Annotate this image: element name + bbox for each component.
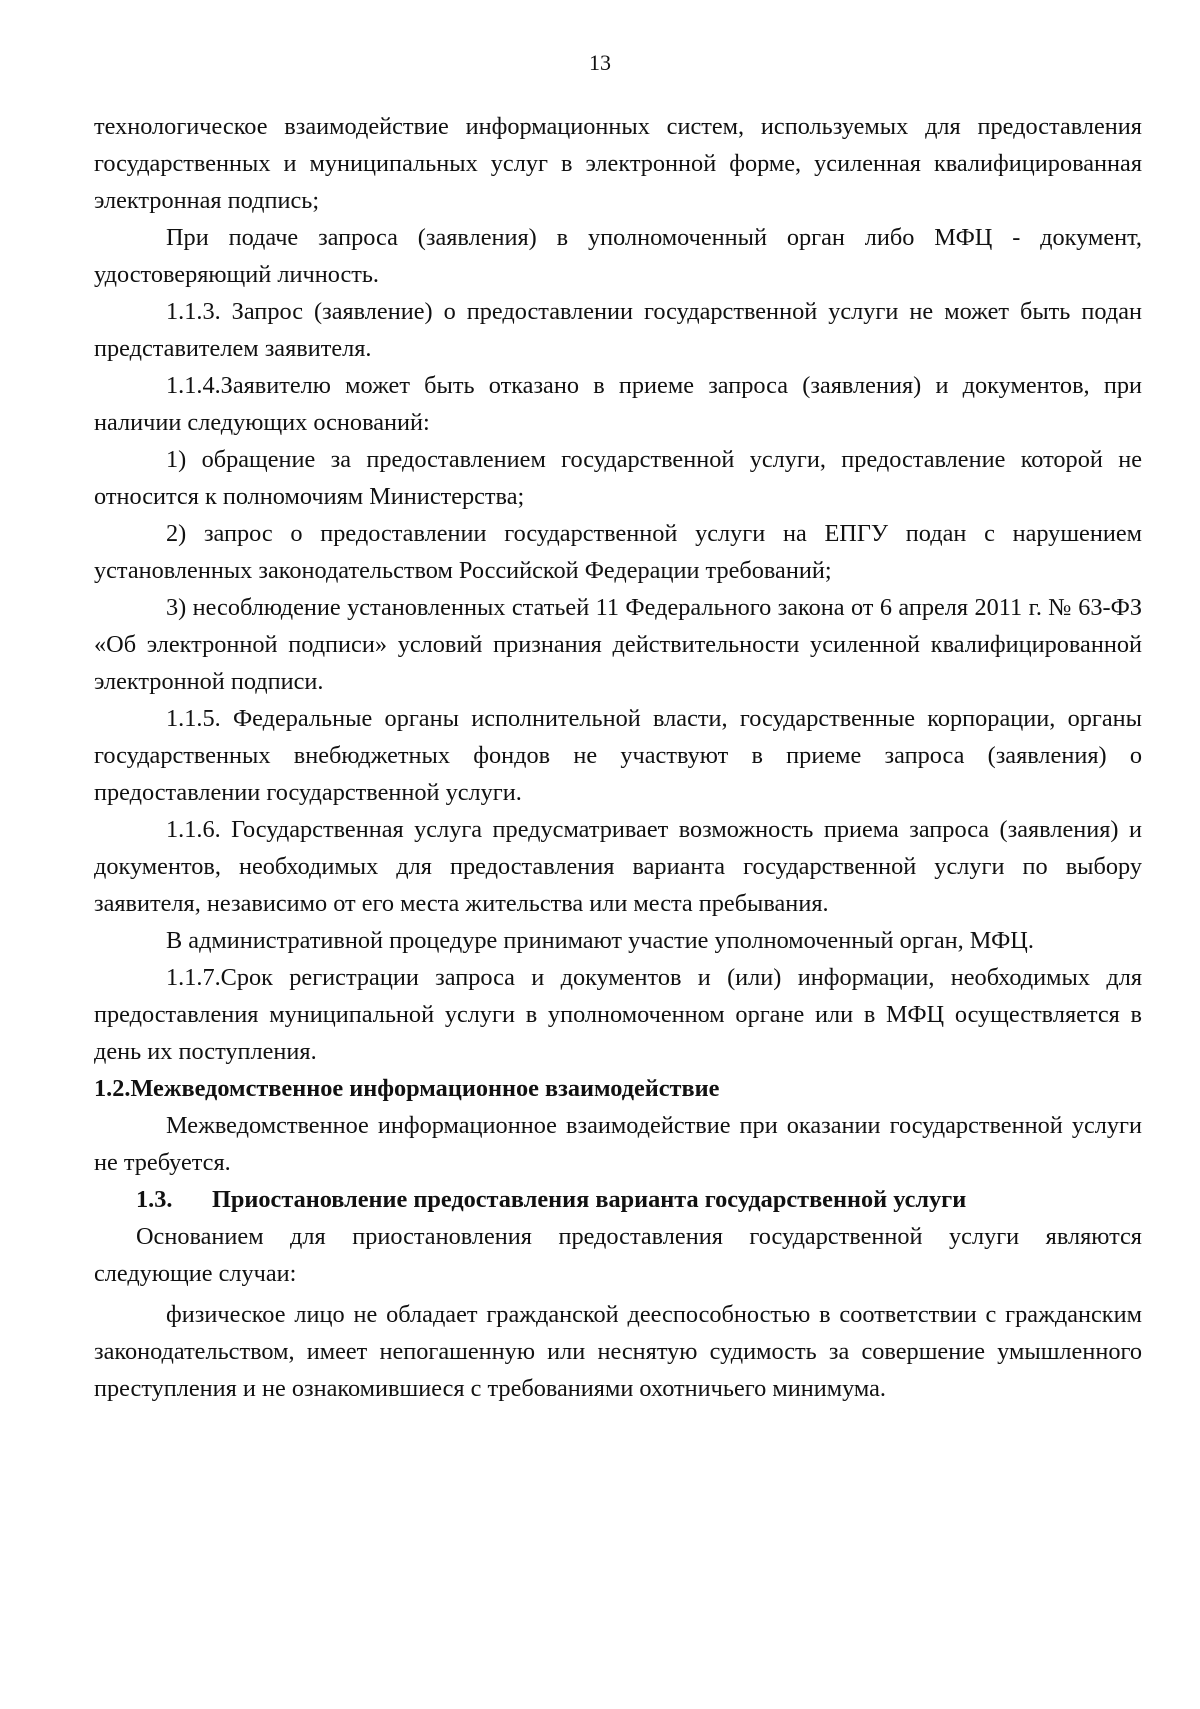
list-item: 2) запрос о предоставлении государственной услуги на ЕПГУ подан с нарушением установленных законодательством Российской Федерации требований; bbox=[94, 520, 1142, 584]
page-number: 13 bbox=[589, 50, 611, 75]
paragraph: технологическое взаимодействие информационных систем, используемых для предоставления государственных и муниципальных услуг в электронной форме, усиленная квалифицированная электронная подпись; bbox=[94, 113, 1142, 214]
section-title: Приостановление предоставления варианта государственной услуги bbox=[212, 1186, 967, 1213]
section-heading-1-2: 1.2.Межведомственное информационное взаимодействие bbox=[94, 1075, 720, 1102]
section-heading-1-3 bbox=[94, 1181, 1142, 1218]
list-item: 3) несоблюдение установленных статьей 11 Федерального закона от 6 апреля 2011 г. № 63-ФЗ «Об электронной подписи» условий признания действительности усиленной квалифицированной электронной подписи. bbox=[94, 594, 1142, 695]
section-number: 1.3. bbox=[136, 1186, 173, 1213]
document-body bbox=[94, 108, 1142, 1407]
paragraph: В административной процедуре принимают участие уполномоченный орган, МФЦ. bbox=[166, 927, 1034, 954]
paragraph: 1.1.3. Запрос (заявление) о предоставлении государственной услуги не может быть подан представителем заявителя. bbox=[94, 298, 1142, 362]
paragraph: Межведомственное информационное взаимодействие при оказании государственной услуги не требуется. bbox=[94, 1112, 1142, 1176]
paragraph: При подаче запроса (заявления) в уполномоченный орган либо МФЦ - документ, удостоверяющий личность. bbox=[94, 224, 1142, 288]
paragraph: 1.1.6. Государственная услуга предусматривает возможность приема запроса (заявления) и документов, необходимых для предоставления варианта государственной услуги по выбору заявителя, независимо от его места жительства или места пребывания. bbox=[94, 816, 1142, 917]
paragraph: 1.1.5. Федеральные органы исполнительной власти, государственные корпорации, органы государственных внебюджетных фондов не участвуют в приеме запроса (заявления) о предоставлении государственной услуги. bbox=[94, 705, 1142, 806]
paragraph: 1.1.4.Заявителю может быть отказано в приеме запроса (заявления) и документов, при наличии следующих оснований: bbox=[94, 372, 1142, 436]
list-item: 1) обращение за предоставлением государственной услуги, предоставление которой не относится к полномочиям Министерства; bbox=[94, 446, 1142, 510]
paragraph: Основанием для приостановления предоставления государственной услуги являются следующие случаи: bbox=[94, 1223, 1142, 1287]
paragraph: физическое лицо не обладает гражданской дееспособностью в соответствии с гражданским законодательством, имеет непогашенную или неснятую судимость за совершение умышленного преступления и не ознакомившиеся с требованиями охотничьего минимума. bbox=[94, 1301, 1142, 1402]
paragraph: 1.1.7.Срок регистрации запроса и документов и (или) информации, необходимых для предоставления муниципальной услуги в уполномоченном органе или в МФЦ осуществляется в день их поступления. bbox=[94, 964, 1142, 1065]
